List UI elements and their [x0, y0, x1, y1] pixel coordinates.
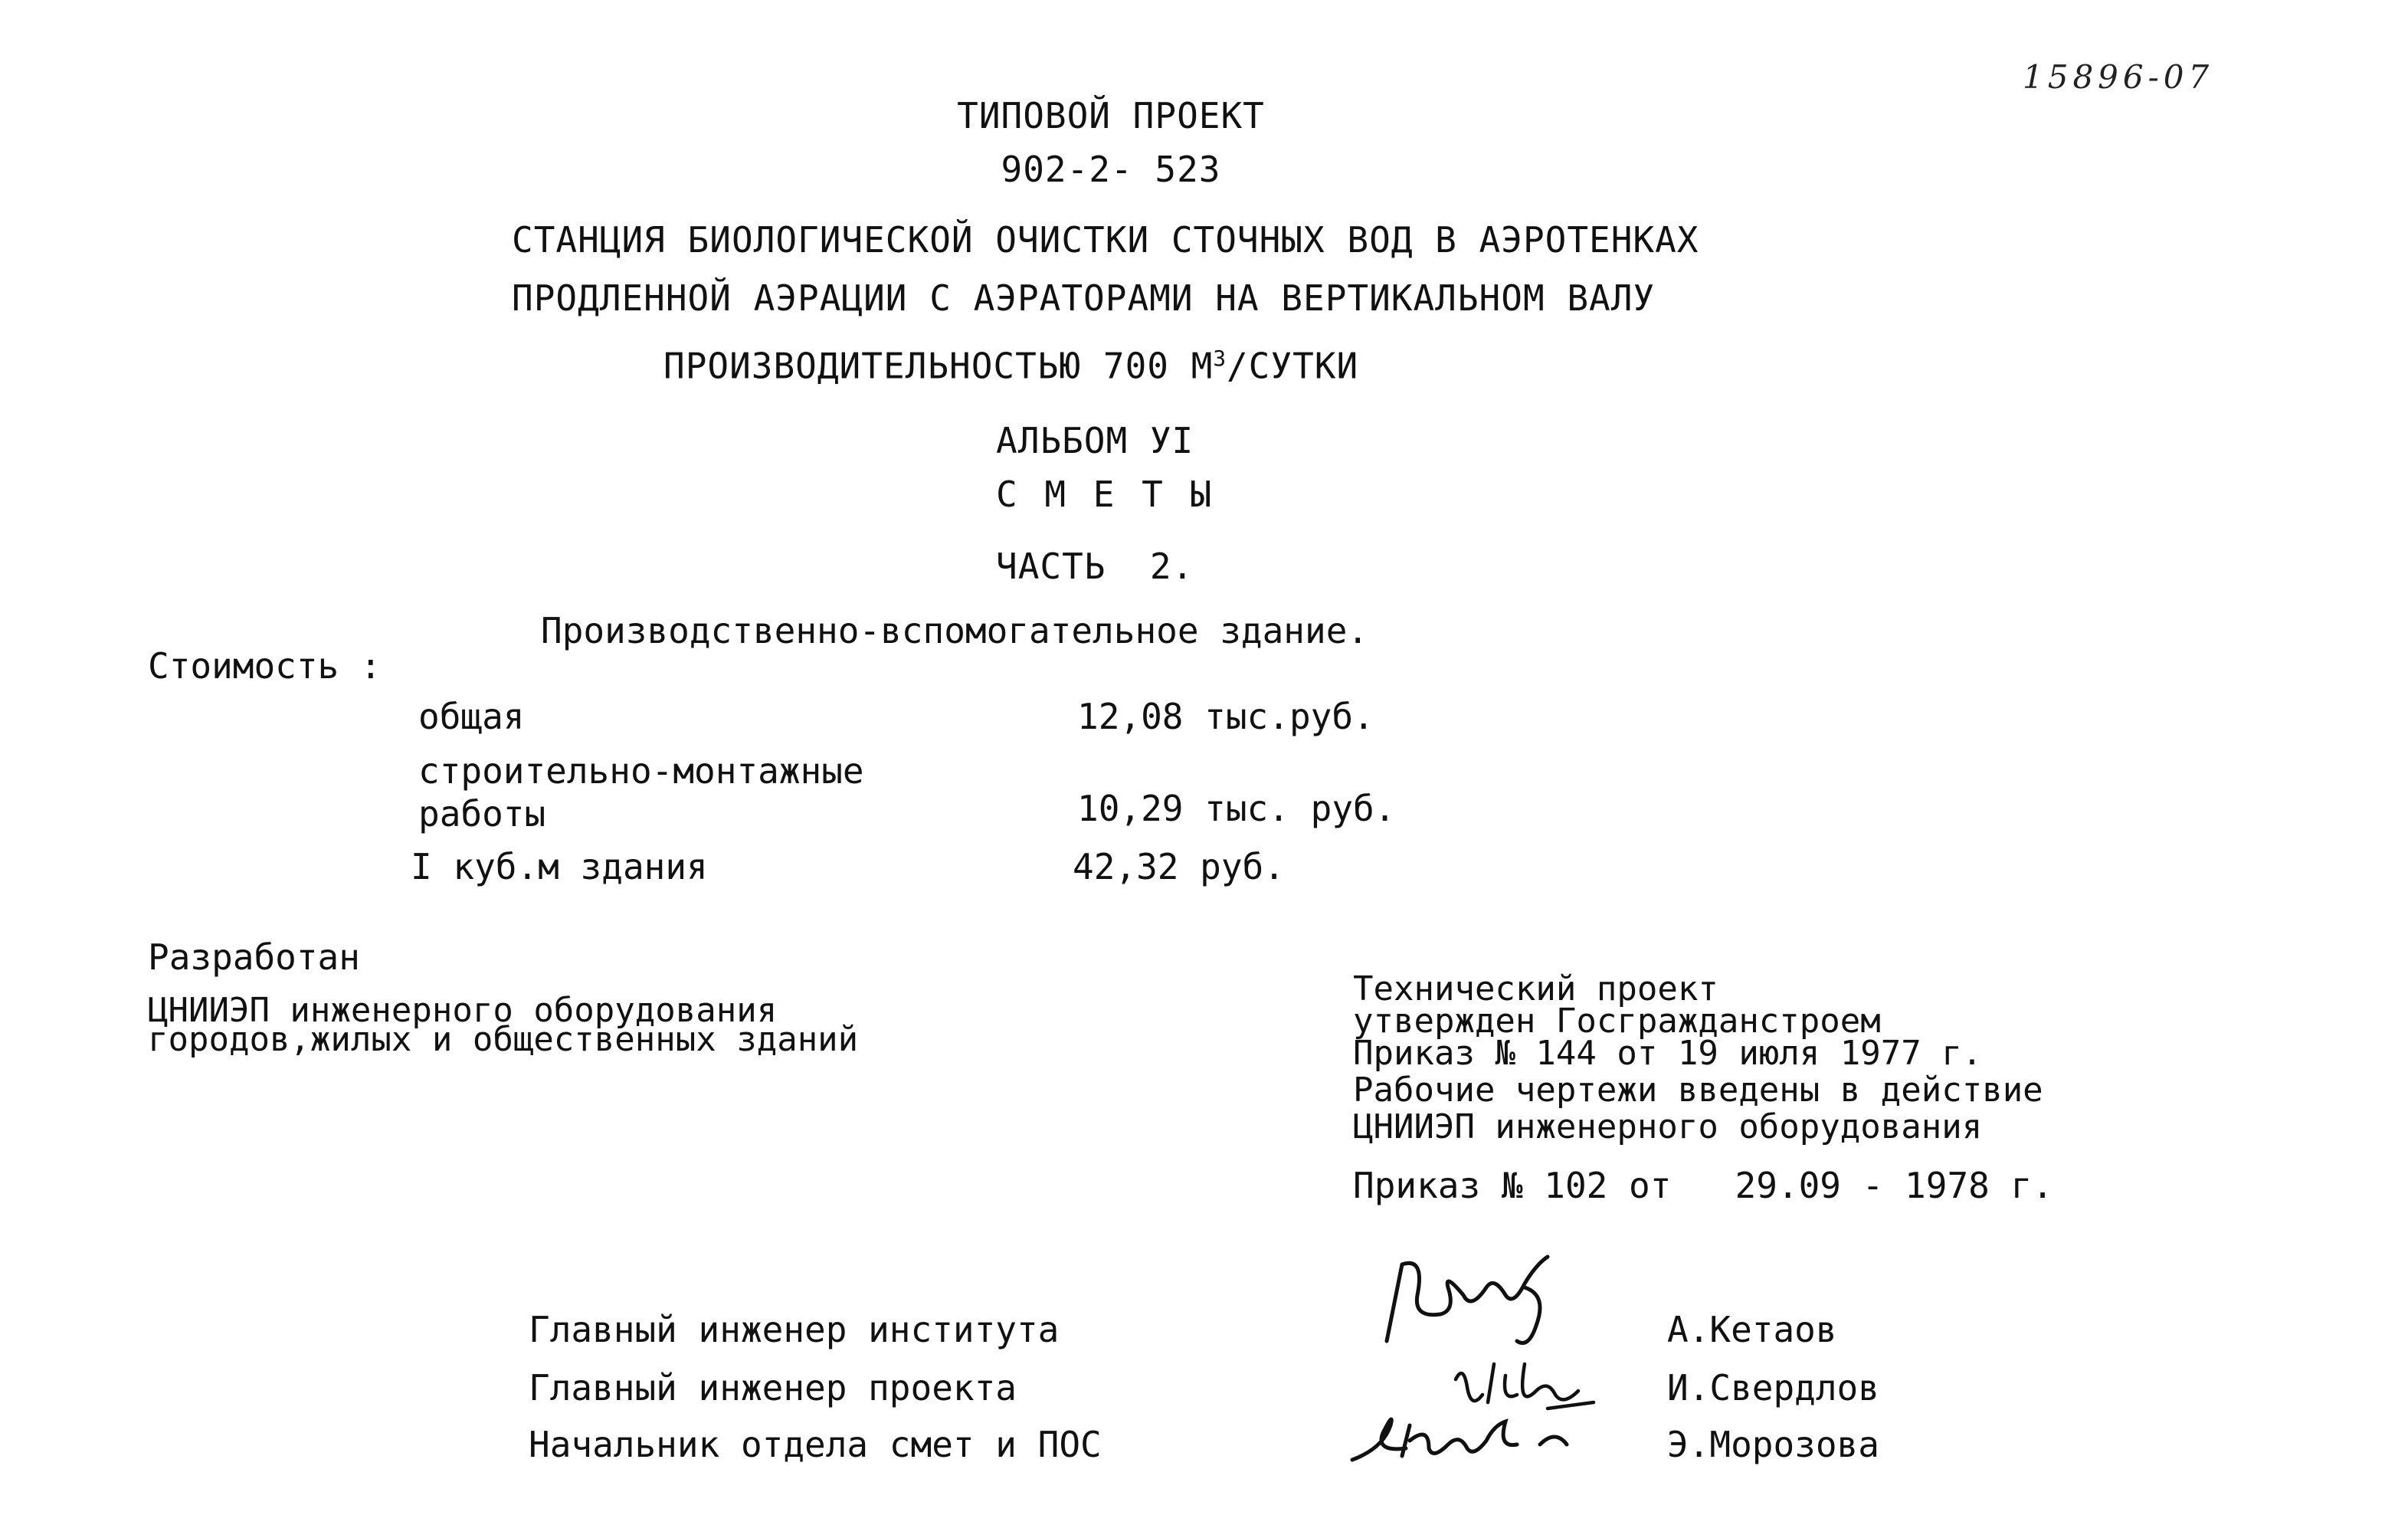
cost-item-value: 10,29 тыс. руб.: [1077, 788, 1396, 829]
title-line-2: ПРОДЛЕННОЙ АЭРАЦИИ С АЭРАТОРАМИ НА ВЕРТИКАЛЬНОМ ВАЛУ: [512, 277, 1656, 319]
signatory-role: Начальник отдела смет и ПОС: [529, 1424, 1102, 1465]
cost-item-name: общая: [418, 696, 525, 737]
developer-label: Разработан: [148, 936, 360, 978]
approval-line-5: ЦНИИЭП инженерного оборудования: [1353, 1107, 1983, 1146]
approval-line-4: Рабочие чертежи введены в действие: [1353, 1071, 2043, 1110]
cost-item-name: I куб.м здания: [411, 846, 708, 887]
capacity-suffix: /СУТКИ: [1226, 345, 1359, 387]
title-line-1: СТАНЦИЯ БИОЛОГИЧЕСКОЙ ОЧИСТКИ СТОЧНЫХ ВОД В АЭРОТЕНКАХ: [512, 219, 1699, 261]
signatory-name: А.Кетаов: [1667, 1309, 1837, 1350]
cost-item-value: 12,08 тыс.руб.: [1077, 696, 1374, 737]
approval-line-6: Приказ № 102 от 29.09 - 1978 г.: [1353, 1165, 2053, 1206]
signatory-name: Э.Морозова: [1667, 1424, 1879, 1465]
signatory-name: И.Свердлов: [1667, 1367, 1879, 1408]
cost-item-name: строительно-монтажные работы: [418, 750, 864, 835]
archive-number: 15896-07: [2023, 58, 2214, 96]
cost-item-value: 42,32 руб.: [1073, 846, 1285, 887]
capacity-prefix: ПРОИЗВОДИТЕЛЬНОСТЬЮ 700 М: [663, 345, 1214, 387]
capacity-unit-exponent: 3: [1213, 346, 1227, 371]
capacity-line: [663, 345, 1359, 387]
signatory-role: Главный инженер проекта: [529, 1367, 1017, 1408]
project-number: 902-2- 523: [1001, 149, 1221, 190]
signatory-role: Главный инженер института: [529, 1309, 1060, 1350]
developer-line-1: ЦНИИЭП инженерного оборудования: [148, 991, 778, 1030]
approval-line-2: утвержден Госгражданстроем: [1353, 1002, 1881, 1041]
developer-line-2: городов,жилых и общественных зданий: [148, 1020, 859, 1059]
signature-morozova: [1337, 1402, 1590, 1471]
album-label: АЛЬБОМ УI: [996, 420, 1194, 461]
project-type: ТИПОВОЙ ПРОЕКТ: [957, 95, 1265, 136]
building-name: Производственно-вспомогательное здание.: [541, 610, 1369, 651]
approval-line-1: Технический проект: [1353, 969, 1718, 1008]
part-label: ЧАСТЬ 2.: [996, 546, 1194, 587]
approval-line-3: Приказ № 144 от 19 июля 1977 г.: [1353, 1034, 1983, 1073]
cost-label: Стоимость :: [148, 645, 382, 687]
signature-ketaov: [1371, 1241, 1601, 1356]
volume-label: С М Е Т Ы: [996, 474, 1215, 515]
